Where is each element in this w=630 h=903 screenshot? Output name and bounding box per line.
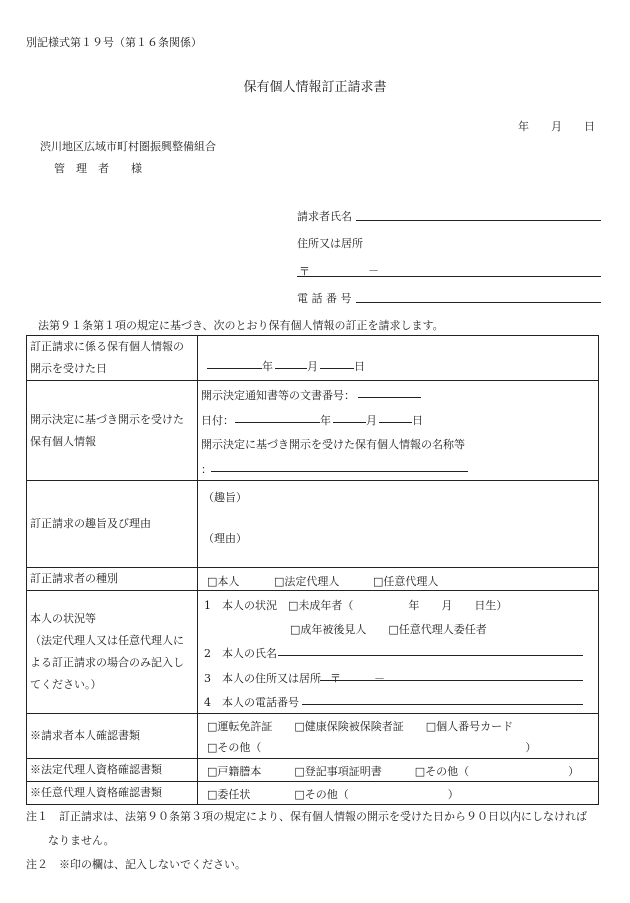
postal-mark: 〒	[299, 265, 310, 278]
note-2: 注２ ※印の欄は、記入しないでください。	[26, 858, 246, 871]
label-line: 本人の状況等	[30, 612, 96, 625]
doc-number-field[interactable]	[358, 385, 421, 398]
label-line: 開示決定に基づき開示を受けた	[30, 412, 184, 426]
principal-phone-label: 4 本人の電話番号	[204, 696, 299, 709]
checkbox-voluntary-agent[interactable]: □任意代理人	[373, 575, 439, 588]
row-disclosure-date	[27, 336, 599, 381]
voluntary-agent-docs-cell	[198, 782, 599, 805]
row-legal-agent-docs	[27, 759, 599, 782]
checkbox-self[interactable]: □本人	[207, 575, 240, 588]
requester-address-field[interactable]	[297, 276, 601, 277]
row-voluntary-agent-docs	[27, 782, 599, 805]
principal-phone-field[interactable]	[302, 692, 583, 705]
label-line: てください。）	[30, 678, 102, 691]
day-field[interactable]	[379, 410, 412, 423]
row-principal-status	[27, 591, 599, 714]
row-requester-type	[27, 568, 599, 591]
postal-dash: －	[374, 672, 385, 685]
request-form-table	[26, 335, 599, 805]
month-label: 月	[366, 414, 377, 427]
requester-phone-label: 電 話 番 号	[297, 292, 352, 305]
principal-name-field[interactable]	[278, 643, 583, 656]
year-field[interactable]	[235, 410, 320, 423]
label-voluntary-agent-docs: ※任意代理人資格確認書類	[27, 782, 198, 805]
requester-name-label: 請求者氏名	[297, 210, 352, 223]
note-1-cont: なりません。	[26, 834, 115, 847]
form-number: 別記様式第１９号（第１６条関係）	[26, 36, 202, 49]
page-title: 保有個人情報訂正請求書	[243, 80, 387, 95]
postal-dash: －	[368, 264, 379, 277]
principal-status-options[interactable]: □成年被後見人 □任意代理人委任者	[290, 623, 487, 636]
colon: ：	[201, 463, 212, 476]
day-field[interactable]	[320, 356, 354, 369]
principal-status-line: 1 本人の状況 □未成年者（ 年 月 日生）	[204, 599, 508, 612]
label-legal-agent-docs: ※法定代理人資格確認書類	[27, 759, 198, 782]
voluntary-agent-doc-options[interactable]: □委任状 □その他（ ）	[207, 788, 459, 801]
requester-address-label: 住所又は居所	[297, 237, 363, 250]
disclosure-date-cell[interactable]	[198, 336, 599, 381]
intro-text: 法第９１条第１項の規定に基づき、次のとおり保有個人情報の訂正を請求します。	[38, 319, 444, 332]
checkbox-legal-agent[interactable]: □法定代理人	[274, 575, 340, 588]
info-name-label: 開示決定に基づき開示を受けた保有個人情報の名称等	[201, 438, 465, 451]
info-name-field[interactable]	[211, 459, 468, 472]
notes	[26, 805, 606, 877]
label-line: 保有個人情報	[30, 434, 96, 448]
requester-phone-field[interactable]	[356, 302, 601, 303]
label-purpose-reason: 訂正請求の趣旨及び理由	[27, 481, 198, 568]
date-prefix: 日付：	[201, 414, 234, 427]
principal-address-label: 3 本人の住所又は居所	[204, 672, 321, 685]
year-label: 年	[320, 414, 331, 427]
addressee-org: 渋川地区広域市町村圏振興整備組合	[40, 140, 216, 153]
requester-type-cell	[198, 568, 599, 591]
note-1: 注１ 訂正請求は、法第９０条第３項の規定により、保有個人情報の開示を受けた日から９０日以内にしなければ	[26, 810, 587, 823]
legal-agent-doc-options[interactable]: □戸籍謄本 □登記事項証明書 □その他（ ）	[207, 765, 580, 778]
day-label: 日	[412, 414, 423, 427]
label-requester-type: 訂正請求者の種別	[27, 568, 198, 591]
row-disclosed-info	[27, 381, 599, 481]
reason-label: （理由）	[203, 532, 247, 545]
month-field[interactable]	[275, 356, 307, 369]
row-identity-docs	[27, 714, 599, 759]
identity-doc-other[interactable]: □その他（ ）	[207, 741, 537, 754]
month-label: 月	[307, 360, 318, 373]
date-line: 年 月 日	[518, 120, 595, 133]
row-purpose-reason	[27, 481, 599, 568]
label-principal-status	[27, 591, 198, 714]
year-field[interactable]	[207, 356, 262, 369]
disclosed-info-cell[interactable]	[198, 381, 599, 481]
principal-name-label: 2 本人の氏名	[204, 647, 277, 660]
label-line: よる訂正請求の場合のみ記入し	[30, 656, 184, 669]
label-line: 開示を受けた日	[30, 362, 107, 375]
identity-doc-options[interactable]: □運転免許証 □健康保険被保険者証 □個人番号カード	[207, 720, 514, 733]
day-label: 日	[354, 360, 365, 373]
principal-status-cell[interactable]	[198, 591, 599, 714]
purpose-label: （趣旨）	[203, 491, 247, 504]
doc-number-label: 開示決定通知書等の文書番号：	[201, 389, 355, 402]
label-disclosed-info	[27, 381, 198, 481]
label-line: （法定代理人又は任意代理人に	[30, 634, 184, 647]
year-label: 年	[262, 360, 273, 373]
purpose-reason-cell[interactable]	[198, 481, 599, 568]
requester-name-field[interactable]	[356, 220, 601, 221]
legal-agent-docs-cell	[198, 759, 599, 782]
label-disclosure-date	[27, 336, 198, 381]
principal-address-field[interactable]	[320, 668, 583, 681]
label-line: 訂正請求に係る保有個人情報の	[30, 340, 184, 353]
postal-mark: 〒	[330, 672, 341, 685]
identity-docs-cell	[198, 714, 599, 759]
month-field[interactable]	[333, 410, 366, 423]
label-identity-docs: ※請求者本人確認書類	[27, 714, 198, 759]
addressee-title: 管 理 者 様	[54, 162, 142, 175]
